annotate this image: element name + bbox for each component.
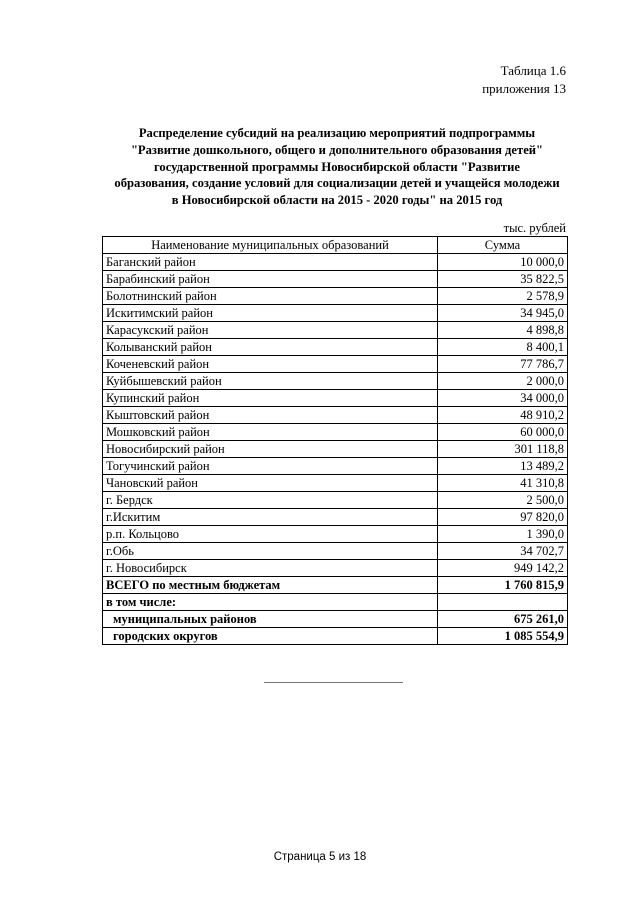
table-row (103, 543, 568, 560)
municipality-name: Баганский район (103, 254, 438, 271)
subsidy-amount (438, 594, 568, 611)
subsidy-amount: 301 118,8 (438, 441, 568, 458)
separator-line (264, 682, 403, 683)
subsidy-amount: 97 820,0 (438, 509, 568, 526)
municipality-name: городских округов (103, 628, 438, 645)
table-row (103, 441, 568, 458)
table-row (103, 254, 568, 271)
table-row (103, 526, 568, 543)
table-row (103, 288, 568, 305)
title-line: образования, создание условий для социализации детей и учащейся молодежи (114, 176, 560, 191)
document-title (96, 125, 578, 209)
appendix-number: приложения 13 (482, 81, 566, 96)
table-row (103, 305, 568, 322)
subsidy-amount: 60 000,0 (438, 424, 568, 441)
table-row (103, 407, 568, 424)
municipality-name: Кыштовский район (103, 407, 438, 424)
municipality-name: Куйбышевский район (103, 373, 438, 390)
municipality-name: Коченевский район (103, 356, 438, 373)
title-line: "Развитие дошкольного, общего и дополнительного образования детей" (130, 142, 544, 157)
table-row (103, 271, 568, 288)
municipality-name: Тогучинский район (103, 458, 438, 475)
municipality-name: Мошковский район (103, 424, 438, 441)
table-row (103, 458, 568, 475)
municipality-name: Искитимский район (103, 305, 438, 322)
subsidy-amount: 13 489,2 (438, 458, 568, 475)
municipality-name: Купинский район (103, 390, 438, 407)
table-body (103, 254, 568, 645)
table-row (103, 560, 568, 577)
table-row (103, 373, 568, 390)
municipality-name: Чановский район (103, 475, 438, 492)
table-reference (482, 62, 566, 98)
table-row (103, 424, 568, 441)
subsidy-amount: 1 390,0 (438, 526, 568, 543)
municipality-name: Болотнинский район (103, 288, 438, 305)
municipality-name: р.п. Кольцово (103, 526, 438, 543)
municipality-name: Колыванский район (103, 339, 438, 356)
table-row (103, 475, 568, 492)
subsidy-amount: 77 786,7 (438, 356, 568, 373)
subtotal-row (103, 611, 568, 628)
subsidy-table (102, 236, 568, 645)
municipality-name: г. Новосибирск (103, 560, 438, 577)
table-number: Таблица 1.6 (500, 63, 566, 78)
municipality-name: ВСЕГО по местным бюджетам (103, 577, 438, 594)
subsidy-amount: 675 261,0 (438, 611, 568, 628)
title-line: в Новосибирской области на 2015 - 2020 годы" на 2015 год (171, 193, 503, 208)
column-header-name: Наименование муниципальных образований (103, 237, 438, 254)
title-line: Распределение субсидий на реализацию мероприятий подпрограммы (138, 126, 536, 140)
municipality-name: г.Обь (103, 543, 438, 560)
title-line: государственной программы Новосибирской области "Развитие (154, 159, 520, 174)
subsidy-amount: 48 910,2 (438, 407, 568, 424)
table-header-row (103, 237, 568, 254)
municipality-name: г. Бердск (103, 492, 438, 509)
municipality-name: в том числе: (103, 594, 438, 611)
municipality-name: муниципальных районов (103, 611, 438, 628)
subsidy-amount: 34 702,7 (438, 543, 568, 560)
page-footer: Страница 5 из 18 (273, 851, 367, 863)
column-header-amount: Сумма (438, 237, 568, 254)
municipality-name: Новосибирский район (103, 441, 438, 458)
subsidy-amount: 41 310,8 (438, 475, 568, 492)
subsidy-amount: 1 760 815,9 (438, 577, 568, 594)
table-row (103, 390, 568, 407)
municipality-name: Карасукский район (103, 322, 438, 339)
subsidy-amount: 4 898,8 (438, 322, 568, 339)
subsidy-amount: 1 085 554,9 (438, 628, 568, 645)
table-row (103, 339, 568, 356)
table-row (103, 356, 568, 373)
table-row (103, 322, 568, 339)
subsidy-amount: 2 000,0 (438, 373, 568, 390)
subsidy-amount: 2 500,0 (438, 492, 568, 509)
total-row (103, 577, 568, 594)
subtotal-row (103, 628, 568, 645)
table-row (103, 509, 568, 526)
subsidy-amount: 10 000,0 (438, 254, 568, 271)
units-label: тыс. рублей (503, 221, 566, 235)
municipality-name: г.Искитим (103, 509, 438, 526)
subsidy-amount: 949 142,2 (438, 560, 568, 577)
table-row (103, 492, 568, 509)
subsidy-amount: 34 000,0 (438, 390, 568, 407)
subsidy-amount: 8 400,1 (438, 339, 568, 356)
municipality-name: Барабинский район (103, 271, 438, 288)
including-row (103, 594, 568, 611)
subsidy-amount: 35 822,5 (438, 271, 568, 288)
subsidy-amount: 34 945,0 (438, 305, 568, 322)
subsidy-amount: 2 578,9 (438, 288, 568, 305)
